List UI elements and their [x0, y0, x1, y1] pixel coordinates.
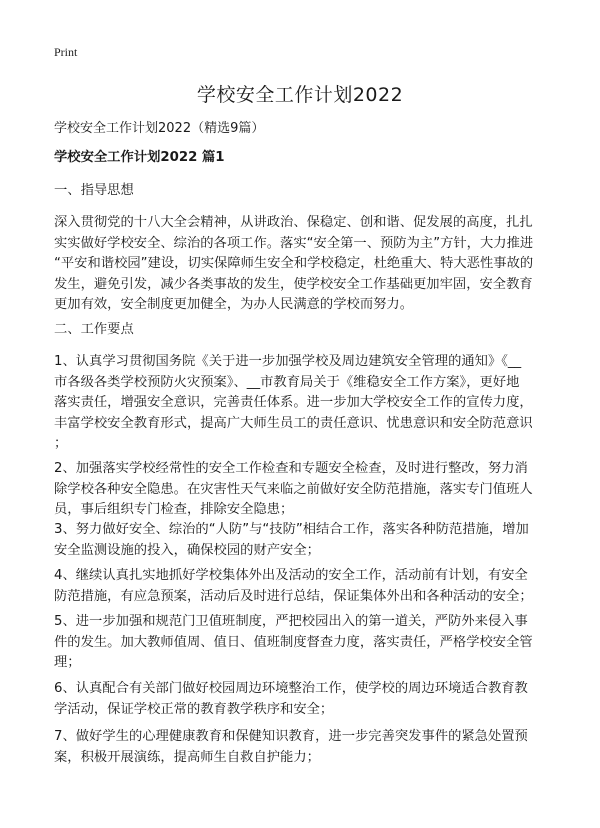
list-item-3 [54, 520, 554, 561]
list-item-5 [54, 612, 554, 674]
list-item-7 [54, 727, 554, 768]
text-line: 理； [54, 655, 81, 670]
text-line: 1、认真学习贯彻国务院《关于进一步加强学校及周边建筑安全管理的通知》《__ [54, 354, 522, 369]
text-line: 6、认真配合有关部门做好校园周边环境整治工作，使学校的周边环境适合教育教 [54, 681, 528, 696]
text-line: 4、继续认真扎实地抓好学校集体外出及活动的安全工作，活动前有计划，有安全 [54, 568, 528, 583]
text-line: 更加有效，安全制度更加健全，为办人民满意的学校而努力。 [54, 297, 414, 312]
text-line: 深入贯彻党的十八大全会精神，从讲政治、保稳定、创和谐、促发展的高度，扎扎 [54, 215, 533, 230]
list-item-1 [54, 352, 554, 455]
text-line: 除学校各种安全隐患。在灾害性天气来临之前做好安全防范措施，落实专门值班人 [54, 481, 533, 497]
text-line: ； [54, 436, 68, 451]
text-line: 丰富学校安全教育形式，提高广大师生员工的责任意识、忧患意识和安全防范意识 [54, 415, 533, 431]
text-line: 安全监测设施的投入，确保校园的财产安全； [54, 542, 320, 558]
text-line: 员，事后组织专门检查，排除安全隐患； [54, 502, 294, 517]
text-line: 落实责任，增强安全意识，完善责任体系。进一步加大学校安全工作的宣传力度， [54, 395, 533, 410]
paragraph-guiding-thought [54, 213, 554, 316]
text-line: 3、努力做好安全、综治的“人防”与“技防”相结合工作，落实各种防范措施，增加 [54, 522, 529, 537]
text-line: 学活动，保证学校正常的教育教学秩序和安全； [54, 701, 334, 717]
page-title: 学校安全工作计划2022 [196, 84, 404, 106]
text-line: 7、做好学生的心理健康教育和保健知识教育，进一步完善突发事件的紧急处置预 [54, 729, 528, 744]
list-item-4 [54, 566, 554, 607]
text-line: 市各级各类学校预防火灾预案》、__市教育局关于《维稳安全工作方案》，更好地 [54, 374, 520, 390]
text-line: “平安和谐校园”建设，切实保障师生安全和学校稳定，杜绝重大、特大恶性事故的 [54, 256, 534, 271]
list-item-2 [54, 459, 554, 521]
text-line: 5、进一步加强和规范门卫值班制度，严把校园出入的第一道关，严防外来侵入事 [54, 614, 528, 629]
heading-guiding-thought: 一、指导思想 [54, 183, 134, 198]
text-line: 案，积极开展演练，提高师生自救自护能力； [54, 749, 320, 765]
section-title: 学校安全工作计划2022 篇1 [54, 150, 225, 165]
print-link[interactable]: Print [54, 45, 78, 59]
text-line: 实实做好学校安全、综治的各项工作。落实“安全第一、预防为主”方针，大力推进 [54, 235, 534, 251]
list-item-6 [54, 679, 554, 720]
heading-key-points: 二、工作要点 [54, 322, 134, 337]
text-line: 防范措施，有应急预案，活动后及时进行总结，保证集体外出和各种活动的安全； [54, 588, 533, 604]
text-line: 2、加强落实学校经常性的安全工作检查和专题安全检查，及时进行整改，努力消 [54, 461, 528, 476]
text-line: 发生，避免引发，减少各类事故的发生，使学校安全工作基础更加牢固，安全教育 [54, 276, 533, 292]
text-line: 件的发生。加大教师值周、值日、值班制度督查力度，落实责任，严格学校安全管 [54, 634, 533, 650]
document-subtitle: 学校安全工作计划2022（精选9篇） [54, 121, 265, 136]
